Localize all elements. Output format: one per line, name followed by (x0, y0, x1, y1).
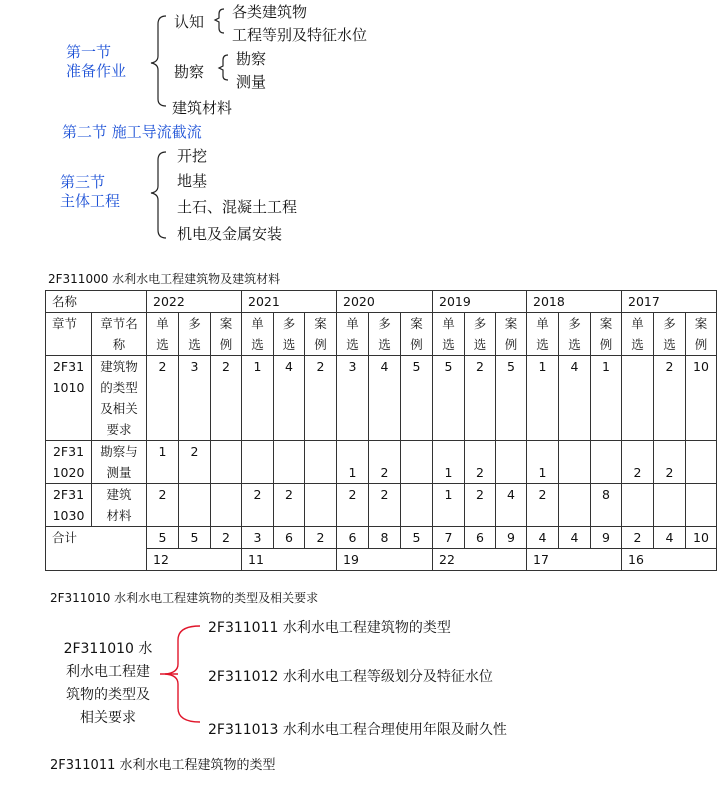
total-cell: 6 (465, 527, 496, 549)
value-cell: 3 (337, 356, 369, 441)
single-choice-header: 单 选 (433, 313, 465, 356)
value-cell: 1 (337, 441, 369, 484)
single-choice-header: 单 选 (337, 313, 369, 356)
total-cell: 3 (242, 527, 274, 549)
value-cell: 2 (527, 484, 559, 527)
value-cell (686, 484, 717, 527)
total-cell: 10 (686, 527, 717, 549)
value-cell (274, 441, 305, 484)
value-cell: 2 (622, 441, 654, 484)
year-total-cell: 16 (622, 549, 717, 571)
renzhi-label: 认知 (174, 13, 205, 31)
total-cell: 4 (559, 527, 591, 549)
value-cell (305, 484, 337, 527)
total-cell: 4 (527, 527, 559, 549)
renzhi-item: 工程等别及特征水位 (232, 26, 368, 44)
total-cell: 5 (147, 527, 179, 549)
value-cell (496, 441, 527, 484)
table-row (46, 484, 717, 527)
year-total-cell: 11 (242, 549, 337, 571)
exam-statistics-table (45, 290, 717, 571)
section-3-item: 机电及金属安装 (177, 225, 283, 243)
value-cell: 4 (496, 484, 527, 527)
year-totals-row (46, 549, 717, 571)
value-cell (559, 484, 591, 527)
value-cell (401, 484, 433, 527)
caption-3: 2F311011 水利水电工程建筑物的类型 (50, 758, 276, 773)
year-cell: 2022 (147, 291, 242, 313)
table-row (46, 441, 717, 484)
value-cell: 1 (433, 441, 465, 484)
section-1-label (66, 43, 126, 81)
table-caption: 2F311000 水利水电工程建筑物及建筑材料 (48, 272, 281, 286)
year-header-row (46, 291, 717, 313)
totals-row (46, 527, 717, 549)
value-cell (179, 484, 211, 527)
year-total-cell: 12 (147, 549, 242, 571)
year-cell: 2019 (433, 291, 527, 313)
value-cell: 2 (274, 484, 305, 527)
outline-2-item: 2F311012 水利水电工程等级划分及特征水位 (208, 669, 493, 685)
value-cell: 1 (242, 356, 274, 441)
value-cell: 4 (559, 356, 591, 441)
year-cell: 2018 (527, 291, 622, 313)
outline-2-root-line: 利水电工程建 (66, 664, 150, 680)
section-2-label: 第二节 施工导流截流 (62, 123, 202, 141)
value-cell: 5 (496, 356, 527, 441)
total-cell: 6 (337, 527, 369, 549)
value-cell (686, 441, 717, 484)
renzhi-item: 各类建筑物 (232, 3, 308, 21)
value-cell (211, 484, 242, 527)
multi-choice-header: 多 选 (274, 313, 305, 356)
section-3-number: 第三节 (60, 173, 106, 191)
multi-choice-header: 多 选 (369, 313, 401, 356)
caption-2: 2F311010 水利水电工程建筑物的类型及相关要求 (50, 591, 319, 605)
value-cell: 1 (527, 441, 559, 484)
case-header: 案 例 (305, 313, 337, 356)
outline-2-root-line: 相关要求 (80, 710, 136, 726)
year-total-cell: 17 (527, 549, 622, 571)
value-cell (401, 441, 433, 484)
value-cell: 3 (179, 356, 211, 441)
year-total-cell: 22 (433, 549, 527, 571)
chapter-name: 勘察与 测量 (92, 441, 147, 484)
multi-choice-header: 多 选 (559, 313, 591, 356)
chapter-code: 2F31 1030 (46, 484, 92, 527)
jianzhu-label: 建筑材料 (172, 99, 233, 117)
question-type-row (46, 313, 717, 356)
value-cell: 2 (465, 484, 496, 527)
chapter-label: 章节 (46, 313, 92, 356)
value-cell: 2 (369, 441, 401, 484)
value-cell: 5 (433, 356, 465, 441)
kancha-item: 测量 (236, 73, 267, 91)
chapter-code: 2F31 1020 (46, 441, 92, 484)
single-choice-header: 单 选 (527, 313, 559, 356)
value-cell: 2 (465, 441, 496, 484)
value-cell: 2 (337, 484, 369, 527)
value-cell: 1 (591, 356, 622, 441)
total-cell: 2 (211, 527, 242, 549)
outline-2-root-line: 2F311010 水 (63, 641, 153, 657)
chapter-code: 2F31 1010 (46, 356, 92, 441)
chapter-name: 建筑 材料 (92, 484, 147, 527)
multi-choice-header: 多 选 (179, 313, 211, 356)
multi-choice-header: 多 选 (654, 313, 686, 356)
value-cell (591, 441, 622, 484)
kancha-item: 勘察 (236, 50, 267, 68)
value-cell: 4 (274, 356, 305, 441)
section-3-item: 开挖 (177, 147, 208, 165)
year-cell: 2017 (622, 291, 717, 313)
case-header: 案 例 (591, 313, 622, 356)
total-cell: 2 (305, 527, 337, 549)
value-cell: 1 (433, 484, 465, 527)
kancha-label: 勘察 (174, 63, 205, 81)
total-cell: 4 (654, 527, 686, 549)
total-cell: 2 (622, 527, 654, 549)
value-cell: 2 (305, 356, 337, 441)
value-cell: 1 (527, 356, 559, 441)
outline-2-root-line: 筑物的类型及 (66, 687, 150, 703)
total-cell: 9 (591, 527, 622, 549)
year-total-cell: 19 (337, 549, 433, 571)
outline-2-root (58, 638, 158, 730)
total-cell: 5 (179, 527, 211, 549)
value-cell: 2 (465, 356, 496, 441)
year-cell: 2020 (337, 291, 433, 313)
value-cell (211, 441, 242, 484)
total-label: 合计 (46, 527, 147, 571)
value-cell: 2 (147, 356, 179, 441)
outline-2-item: 2F311011 水利水电工程建筑物的类型 (208, 620, 451, 636)
section-1-number: 第一节 (66, 43, 112, 61)
total-cell: 9 (496, 527, 527, 549)
total-cell: 5 (401, 527, 433, 549)
case-header: 案 例 (401, 313, 433, 356)
value-cell: 5 (401, 356, 433, 441)
value-cell: 2 (242, 484, 274, 527)
section-3-label (60, 173, 120, 211)
value-cell: 2 (211, 356, 242, 441)
value-cell: 8 (591, 484, 622, 527)
section-3-item: 土石、混凝土工程 (177, 198, 298, 216)
value-cell: 2 (147, 484, 179, 527)
value-cell (242, 441, 274, 484)
value-cell: 4 (369, 356, 401, 441)
value-cell: 2 (369, 484, 401, 527)
value-cell (622, 484, 654, 527)
value-cell: 2 (654, 356, 686, 441)
single-choice-header: 单 选 (622, 313, 654, 356)
value-cell (305, 441, 337, 484)
value-cell (654, 484, 686, 527)
value-cell (622, 356, 654, 441)
section-3-title: 主体工程 (60, 192, 121, 210)
section-1-title: 准备作业 (66, 62, 127, 80)
single-choice-header: 单 选 (242, 313, 274, 356)
year-cell: 2021 (242, 291, 337, 313)
total-cell: 6 (274, 527, 305, 549)
table-row (46, 356, 717, 441)
case-header: 案 例 (211, 313, 242, 356)
total-cell: 7 (433, 527, 465, 549)
total-cell: 8 (369, 527, 401, 549)
section-3-item: 地基 (177, 172, 208, 190)
value-cell: 10 (686, 356, 717, 441)
single-choice-header: 单 选 (147, 313, 179, 356)
chapter-name: 建筑物 的类型 及相关 要求 (92, 356, 147, 441)
value-cell: 1 (147, 441, 179, 484)
value-cell: 2 (179, 441, 211, 484)
value-cell: 2 (654, 441, 686, 484)
outline-2-item: 2F311013 水利水电工程合理使用年限及耐久性 (208, 722, 507, 738)
case-header: 案 例 (496, 313, 527, 356)
case-header: 案 例 (686, 313, 717, 356)
value-cell (559, 441, 591, 484)
multi-choice-header: 多 选 (465, 313, 496, 356)
name-label: 名称 (46, 291, 147, 313)
chapter-name-label: 章节名 称 (92, 313, 147, 356)
